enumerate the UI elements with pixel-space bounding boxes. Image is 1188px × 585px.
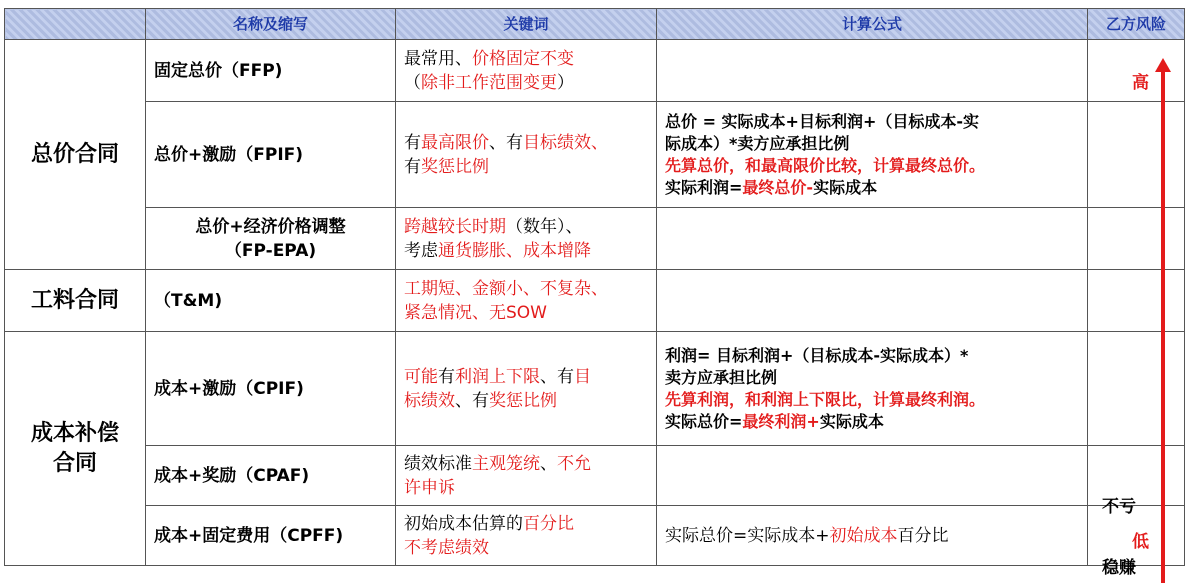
kw-highlight: 不允 — [557, 453, 591, 474]
kw-highlight: 最高限价 — [421, 132, 489, 153]
kw-highlight: 奖惩比例 — [489, 390, 557, 411]
kw-highlight: 工期短、金额小、不复杂、 — [404, 278, 608, 299]
formula-text: 实际总价= — [665, 411, 743, 431]
formula-cpaf — [657, 446, 1088, 506]
header-risk: 乙方风险 — [1088, 9, 1185, 40]
kw-text: ） — [557, 72, 574, 93]
header-keywords: 关键词 — [396, 9, 657, 40]
kw-text: 最常用、 — [404, 48, 472, 69]
kw-highlight: 目 — [574, 366, 591, 387]
kw-text: 绩效标准 — [404, 453, 472, 474]
formula-highlight: 最终利润+ — [742, 411, 820, 431]
kw-highlight: 跨越较长时期 — [404, 216, 506, 237]
risk-high-label: 高 — [1132, 73, 1149, 93]
risk-low-label: 低 — [1132, 532, 1149, 552]
name-fpif: 总价+激励（FPIF) — [146, 102, 396, 208]
formula-highlight: 最终总价- — [742, 177, 814, 197]
risk-tm — [1088, 270, 1185, 332]
kw-text: （数年）、 — [506, 216, 583, 237]
name-ffp: 固定总价（FFP) — [146, 40, 396, 102]
category-line: 成本补偿 — [30, 420, 119, 446]
kw-highlight: 标绩效 — [404, 390, 455, 411]
formula-ffp — [657, 40, 1088, 102]
category-fixed-price: 总价合同 — [5, 40, 146, 270]
kw-text: 、有 — [455, 390, 489, 411]
keywords-fpepa — [396, 208, 657, 270]
name-fpepa — [146, 208, 396, 270]
name-cpaf: 成本+奖励（CPAF) — [146, 446, 396, 506]
kw-highlight: 利润上下限 — [455, 366, 540, 387]
category-cost-reimbursable — [5, 332, 146, 566]
formula-line — [665, 411, 1079, 433]
formula-line: 际成本）*卖方应承担比例 — [665, 133, 850, 153]
kw-text: 、 — [540, 453, 557, 474]
kw-text: 有 — [438, 366, 455, 387]
kw-highlight: 奖惩比例 — [421, 156, 489, 177]
keywords-cpff — [396, 506, 657, 566]
kw-text: 有 — [404, 156, 421, 177]
kw-highlight: 主观笼统 — [472, 453, 540, 474]
header-category — [5, 9, 146, 40]
keywords-fpif — [396, 102, 657, 208]
kw-highlight: 不考虑绩效 — [404, 537, 489, 558]
formula-text: 实际成本 — [813, 177, 878, 197]
kw-highlight: 紧急情况、无SOW — [404, 302, 547, 323]
risk-steady-gain-label: 稳赚 — [1102, 558, 1136, 578]
formula-highlight: 初始成本 — [829, 525, 898, 546]
kw-text: 有 — [404, 132, 421, 153]
formula-fpif — [657, 102, 1088, 208]
table-row-tm — [5, 270, 1185, 332]
formula-text: 百分比 — [897, 525, 949, 546]
name-line: （FP-EPA) — [224, 240, 317, 261]
formula-highlight: 先算总价，和最高限价比较，计算最终总价。 — [665, 155, 986, 175]
kw-highlight: 除非工作范围变更 — [421, 72, 557, 93]
risk-no-loss-label: 不亏 — [1102, 497, 1136, 517]
kw-text: 考虑 — [404, 240, 438, 261]
table-row-cpff — [5, 506, 1185, 566]
risk-fpepa — [1088, 208, 1185, 270]
table-header-row — [5, 9, 1185, 40]
formula-text: 实际成本 — [819, 411, 884, 431]
kw-text: （ — [404, 72, 421, 93]
keywords-ffp — [396, 40, 657, 102]
risk-fpif — [1088, 102, 1185, 208]
header-name: 名称及缩写 — [146, 9, 396, 40]
table-row-ffp — [5, 40, 1185, 102]
formula-cpif — [657, 332, 1088, 446]
header-formula: 计算公式 — [657, 9, 1088, 40]
kw-highlight: 成本增降 — [523, 240, 591, 261]
table-row-fpepa — [5, 208, 1185, 270]
risk-arrow-shaft — [1161, 66, 1165, 583]
formula-line: 卖方应承担比例 — [665, 367, 778, 387]
top-title-strip — [0, 0, 1188, 8]
category-time-material: 工料合同 — [5, 270, 146, 332]
formula-text: 实际总价=实际成本+ — [665, 525, 830, 546]
kw-highlight: 目标绩效、 — [523, 132, 608, 153]
category-line: 合同 — [52, 450, 97, 476]
table-row-fpif — [5, 102, 1185, 208]
formula-text: 实际利润= — [665, 177, 743, 197]
table-row-cpaf — [5, 446, 1185, 506]
kw-highlight: 通货膨胀 — [438, 240, 506, 261]
name-cpif: 成本+激励（CPIF) — [146, 332, 396, 446]
contract-types-table — [4, 8, 1185, 566]
kw-highlight: 、 — [506, 240, 523, 261]
formula-fpepa — [657, 208, 1088, 270]
keywords-cpif — [396, 332, 657, 446]
risk-cpif — [1088, 332, 1185, 446]
kw-text: 、有 — [540, 366, 574, 387]
name-cpff: 成本+固定费用（CPFF) — [146, 506, 396, 566]
kw-highlight: 许申诉 — [404, 477, 455, 498]
kw-text: 初始成本估算的 — [404, 513, 523, 534]
formula-tm — [657, 270, 1088, 332]
kw-highlight: 可能 — [404, 366, 438, 387]
formula-line: 利润= 目标利润+（目标成本-实际成本）* — [665, 345, 969, 365]
name-line: 总价+经济价格调整 — [195, 216, 346, 237]
risk-arrow-head-icon — [1155, 58, 1171, 72]
formula-cpff — [657, 506, 1088, 566]
table-row-cpif — [5, 332, 1185, 446]
keywords-tm — [396, 270, 657, 332]
keywords-cpaf — [396, 446, 657, 506]
name-tm: （T&M) — [146, 270, 396, 332]
kw-highlight: 价格固定不变 — [472, 48, 574, 69]
formula-highlight: 先算利润，和利润上下限比，计算最终利润。 — [665, 389, 986, 409]
formula-line: 总价 = 实际成本+目标利润+（目标成本-实 — [665, 111, 980, 131]
kw-text: 、有 — [489, 132, 523, 153]
kw-highlight: 百分比 — [523, 513, 574, 534]
formula-line — [665, 177, 1079, 199]
